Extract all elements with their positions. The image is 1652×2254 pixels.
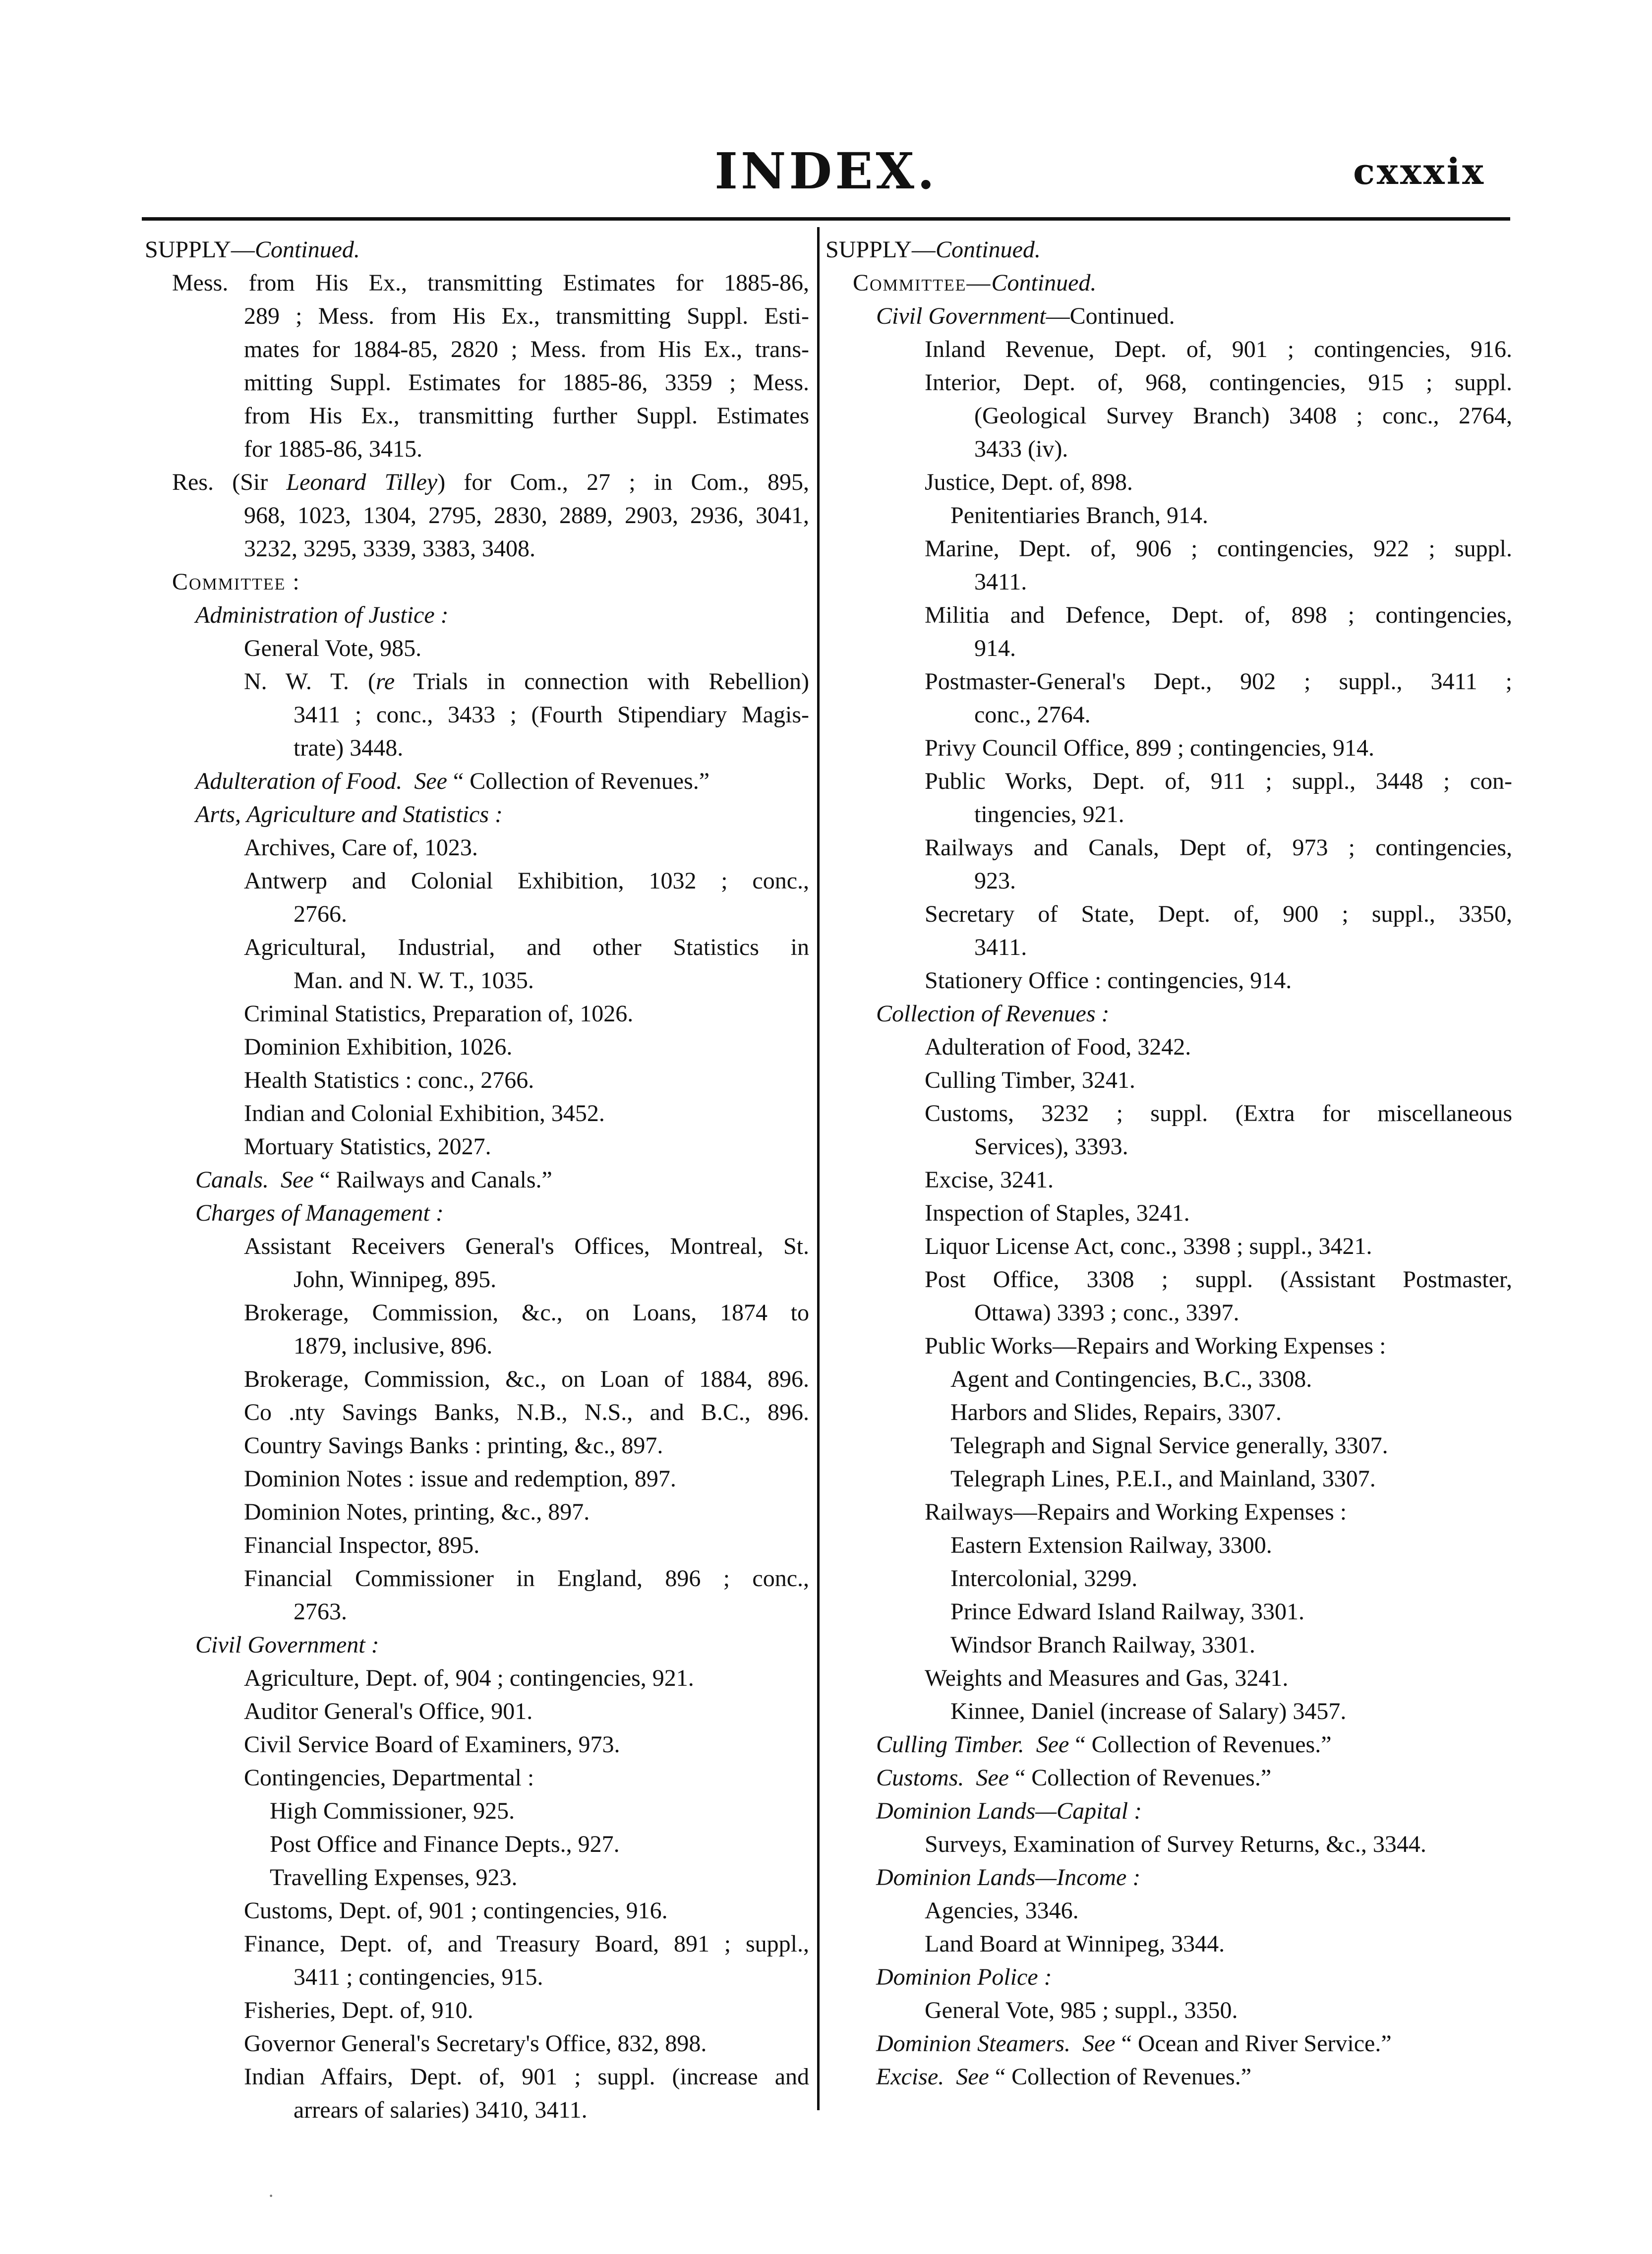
entry-italic: Continued. xyxy=(935,237,1041,263)
index-entry-line xyxy=(145,931,809,964)
index-entry-line xyxy=(145,798,809,831)
index-entry-line xyxy=(145,598,809,632)
entry-text: conc., 2764. xyxy=(974,702,1091,728)
index-entry-line xyxy=(145,831,809,864)
entry-text: Antwerp and Colonial Exhibition, 1032 ; conc., xyxy=(244,868,809,894)
entry-text: Post Office and Finance Depts., 927. xyxy=(270,1831,620,1857)
index-entry-line xyxy=(145,1396,809,1429)
index-entry-line xyxy=(826,1097,1512,1130)
index-entry-line xyxy=(826,997,1512,1030)
entry-text: 3433 (iv). xyxy=(974,436,1068,462)
entry-text: 1879, inclusive, 896. xyxy=(294,1333,493,1359)
index-entry-line xyxy=(145,731,809,765)
index-entry-line xyxy=(145,1462,809,1495)
index-entry-line xyxy=(826,1263,1512,1296)
index-entry-line xyxy=(145,1828,809,1861)
entry-heading-italic: Dominion Police : xyxy=(876,1964,1052,1990)
entry-text: 2766. xyxy=(294,901,347,927)
index-entry-line xyxy=(826,698,1512,731)
index-entry-line xyxy=(826,1296,1512,1329)
index-entry-line xyxy=(145,1661,809,1695)
entry-text: 289 ; Mess. from His Ex., transmitting Suppl. Esti- xyxy=(244,303,809,329)
index-entry-line xyxy=(145,1230,809,1263)
entry-text: General Vote, 985 ; suppl., 3350. xyxy=(925,1997,1238,2023)
entry-text: Adulteration of Food, 3242. xyxy=(925,1034,1191,1060)
entry-text: Governor General's Secretary's Office, 832, 898. xyxy=(244,2030,707,2057)
index-entry-line xyxy=(826,1230,1512,1263)
index-entry-line xyxy=(145,1196,809,1230)
entry-italic: Leonard Tilley xyxy=(286,469,438,495)
entry-text: General Vote, 985. xyxy=(244,635,422,661)
index-entry-line xyxy=(826,266,1512,299)
entry-text: Privy Council Office, 899 ; contingencies, 914. xyxy=(925,735,1374,761)
entry-text: Intercolonial, 3299. xyxy=(950,1565,1138,1592)
entry-text: Public Works, Dept. of, 911 ; suppl., 3448 ; con- xyxy=(925,768,1512,794)
entry-text: “ Collection of Revenues.” xyxy=(1008,1765,1272,1791)
index-entry-line xyxy=(826,964,1512,997)
entry-text: Agricultural, Industrial, and other Statistics in xyxy=(244,934,809,960)
index-entry-line xyxy=(826,1495,1512,1529)
index-entry-line xyxy=(826,233,1512,266)
index-entry-line xyxy=(145,2027,809,2060)
index-entry-line xyxy=(145,1495,809,1529)
index-entry-line xyxy=(826,598,1512,632)
entry-text: “ Ocean and River Service.” xyxy=(1115,2030,1392,2057)
index-entry-line xyxy=(145,632,809,665)
index-entry-line xyxy=(145,1595,809,1628)
entry-text: 914. xyxy=(974,635,1016,661)
index-entry-line xyxy=(145,765,809,798)
entry-heading-italic: Charges of Management : xyxy=(195,1200,444,1226)
index-entry-line xyxy=(145,532,809,565)
see-reference-label: See xyxy=(976,1765,1009,1791)
entry-text: Interior, Dept. of, 968, contingencies, 915 ; suppl. xyxy=(925,369,1512,396)
entry-text: Surveys, Examination of Survey Returns, &c., 3344. xyxy=(925,1831,1426,1857)
entry-text: Customs, Dept. of, 901 ; contingencies, 916. xyxy=(244,1898,668,1924)
entry-text xyxy=(269,1167,281,1193)
entry-heading-italic: Adulteration of Food. xyxy=(195,768,403,794)
index-entry-line xyxy=(145,1695,809,1728)
index-entry-line xyxy=(145,1163,809,1196)
index-entry-line xyxy=(826,831,1512,864)
entry-text: 923. xyxy=(974,868,1016,894)
index-entry-line xyxy=(826,532,1512,565)
entry-heading-italic: Customs. xyxy=(876,1765,964,1791)
entry-text: Indian and Colonial Exhibition, 3452. xyxy=(244,1100,605,1127)
index-entry-line xyxy=(826,1196,1512,1230)
entry-text: Civil Service Board of Examiners, 973. xyxy=(244,1731,620,1758)
index-entry-line xyxy=(145,1927,809,1960)
index-entry-line xyxy=(826,1130,1512,1163)
entry-text: Contingencies, Departmental : xyxy=(244,1765,534,1791)
entry-text: “ Collection of Revenues.” xyxy=(447,768,710,794)
index-entry-line xyxy=(145,897,809,931)
index-entry-line xyxy=(826,632,1512,665)
entry-text: “ Collection of Revenues.” xyxy=(989,2064,1252,2090)
entry-text: 3232, 3295, 3339, 3383, 3408. xyxy=(244,535,535,562)
entry-text: Travelling Expenses, 923. xyxy=(270,1864,518,1891)
index-entry-line xyxy=(826,1695,1512,1728)
entry-text: from His Ex., transmitting further Suppl. Estimates xyxy=(244,403,809,429)
entry-text: Marine, Dept. of, 906 ; contingencies, 922 ; suppl. xyxy=(925,535,1512,562)
entry-text: arrears of salaries) 3410, 3411. xyxy=(294,2097,588,2123)
entry-text: Ottawa) 3393 ; conc., 3397. xyxy=(974,1300,1239,1326)
index-entry-line xyxy=(145,1761,809,1794)
entry-text xyxy=(1024,1731,1036,1758)
entry-text: for 1885-86, 3415. xyxy=(244,436,422,462)
index-entry-line xyxy=(826,1462,1512,1495)
index-entry-line xyxy=(826,931,1512,964)
entry-text xyxy=(944,2064,956,2090)
index-entry-line xyxy=(145,1628,809,1661)
column-divider xyxy=(817,227,820,2110)
index-entry-line xyxy=(145,1994,809,2027)
entry-text: Res. (Sir xyxy=(172,469,287,495)
entry-text: Agriculture, Dept. of, 904 ; contingencies, 921. xyxy=(244,1665,694,1691)
index-entry-line xyxy=(826,565,1512,598)
index-entry-line xyxy=(826,1794,1512,1828)
index-entry-line xyxy=(826,466,1512,499)
entry-italic: Continued. xyxy=(991,270,1097,296)
index-entry-line xyxy=(826,432,1512,466)
index-entry-line xyxy=(145,1130,809,1163)
index-entry-line xyxy=(145,1329,809,1363)
index-entry-line xyxy=(145,1097,809,1130)
index-entry-line xyxy=(145,1296,809,1329)
see-reference-label: See xyxy=(956,2064,989,2090)
entry-text: Kinnee, Daniel (increase of Salary) 3457. xyxy=(950,1698,1347,1724)
entry-heading-italic: Excise. xyxy=(876,2064,944,2090)
entry-text: Indian Affairs, Dept. of, 901 ; suppl. (increase and xyxy=(244,2064,809,2090)
entry-text: High Commissioner, 925. xyxy=(270,1798,515,1824)
index-entry-line xyxy=(826,1661,1512,1695)
entry-heading-italic: Culling Timber. xyxy=(876,1731,1024,1758)
entry-text: tingencies, 921. xyxy=(974,801,1124,828)
left-column xyxy=(145,233,809,2127)
index-entry-line xyxy=(826,864,1512,897)
index-entry-line xyxy=(145,2060,809,2093)
index-entry-line xyxy=(826,1728,1512,1761)
entry-text: (Geological Survey Branch) 3408 ; conc., 2764, xyxy=(974,403,1512,429)
entry-text: Harbors and Slides, Repairs, 3307. xyxy=(950,1399,1282,1425)
entry-italic: Continued. xyxy=(254,237,360,263)
index-entry-line xyxy=(145,1794,809,1828)
entry-text: Co .nty Savings Banks, N.B., N.S., and B.C., 896. xyxy=(244,1399,809,1425)
index-entry-line xyxy=(145,1429,809,1462)
entry-text: Financial Inspector, 895. xyxy=(244,1532,480,1558)
index-entry-line xyxy=(826,798,1512,831)
index-entry-line xyxy=(826,366,1512,399)
entry-text: Archives, Care of, 1023. xyxy=(244,834,478,861)
index-entry-line xyxy=(826,1329,1512,1363)
index-entry-line xyxy=(145,1030,809,1064)
entry-text: “ Railways and Canals.” xyxy=(313,1167,552,1193)
entry-text: Land Board at Winnipeg, 3344. xyxy=(925,1931,1225,1957)
entry-text: Telegraph and Signal Service generally, 3307. xyxy=(950,1432,1388,1459)
entry-italic: re xyxy=(375,668,395,695)
entry-text: Public Works—Repairs and Working Expenses : xyxy=(925,1333,1386,1359)
index-entry-line xyxy=(145,1529,809,1562)
index-entry-line xyxy=(826,1064,1512,1097)
entry-text: SUPPLY— xyxy=(826,237,936,263)
entry-text: N. W. T. ( xyxy=(244,668,376,695)
index-entry-line xyxy=(826,333,1512,366)
entry-heading-italic: Civil Government xyxy=(876,303,1046,329)
index-entry-line xyxy=(826,1396,1512,1429)
entry-text: SUPPLY— xyxy=(145,237,255,263)
index-entry-line xyxy=(826,1894,1512,1927)
index-entry-line xyxy=(145,333,809,366)
entry-text: Telegraph Lines, P.E.I., and Mainland, 3307. xyxy=(950,1466,1376,1492)
entry-text: Secretary of State, Dept. of, 900 ; suppl., 3350, xyxy=(925,901,1512,927)
index-entry-line xyxy=(145,499,809,532)
entry-text xyxy=(1070,2030,1082,2057)
index-entry-line xyxy=(145,1363,809,1396)
see-reference-label: See xyxy=(1036,1731,1069,1758)
index-entry-line xyxy=(826,1429,1512,1462)
entry-heading-italic: Canals. xyxy=(195,1167,269,1193)
index-entry-line xyxy=(145,565,809,598)
entry-text: Criminal Statistics, Preparation of, 1026. xyxy=(244,1001,634,1027)
index-entry-line xyxy=(826,1828,1512,1861)
entry-text: 3411. xyxy=(974,934,1027,960)
index-entry-line xyxy=(826,1960,1512,1994)
index-entry-line xyxy=(145,997,809,1030)
index-entry-line xyxy=(826,1628,1512,1661)
entry-heading-italic: Collection of Revenues : xyxy=(876,1001,1110,1027)
index-entry-line xyxy=(145,399,809,432)
entry-text: mates for 1884-85, 2820 ; Mess. from His Ex., trans- xyxy=(244,336,809,362)
entry-text: Brokerage, Commission, &c., on Loans, 1874 to xyxy=(244,1300,809,1326)
index-entry-line xyxy=(826,1163,1512,1196)
index-entry-line xyxy=(826,1994,1512,2027)
index-entry-line xyxy=(145,432,809,466)
entry-text: Dominion Exhibition, 1026. xyxy=(244,1034,513,1060)
index-entry-line xyxy=(826,897,1512,931)
section-heading: Committee : xyxy=(172,569,300,595)
entry-heading-italic: Civil Government : xyxy=(195,1632,379,1658)
index-entry-line xyxy=(145,299,809,333)
index-entry-line xyxy=(145,2093,809,2127)
index-entry-line xyxy=(145,964,809,997)
entry-text: Liquor License Act, conc., 3398 ; suppl., 3421. xyxy=(925,1233,1372,1259)
entry-text: Financial Commissioner in England, 896 ; conc., xyxy=(244,1565,809,1592)
index-entry-line xyxy=(826,1761,1512,1794)
entry-text: Culling Timber, 3241. xyxy=(925,1067,1135,1093)
entry-text xyxy=(964,1765,976,1791)
entry-text: Mess. from His Ex., transmitting Estimates for 1885-86, xyxy=(172,270,809,296)
entry-text: trate) 3448. xyxy=(294,735,404,761)
index-entry-line xyxy=(826,299,1512,333)
entry-heading-italic: Dominion Lands—Capital : xyxy=(876,1798,1142,1824)
index-entry-line xyxy=(826,399,1512,432)
entry-heading-italic: Administration of Justice : xyxy=(195,602,449,628)
index-entry-line xyxy=(145,665,809,698)
index-entry-line xyxy=(145,1894,809,1927)
index-entry-line xyxy=(145,1064,809,1097)
index-entry-line xyxy=(826,1529,1512,1562)
header-rule xyxy=(142,217,1510,221)
entry-text: Mortuary Statistics, 2027. xyxy=(244,1133,491,1160)
entry-text: Prince Edward Island Railway, 3301. xyxy=(950,1599,1305,1625)
entry-text: Postmaster-General's Dept., 902 ; suppl., 3411 ; xyxy=(925,668,1512,695)
see-reference-label: See xyxy=(1082,2030,1116,2057)
index-entry-line xyxy=(826,1927,1512,1960)
entry-text: “ Collection of Revenues.” xyxy=(1069,1731,1332,1758)
entry-text: Inspection of Staples, 3241. xyxy=(925,1200,1190,1226)
entry-text: Finance, Dept. of, and Treasury Board, 891 ; suppl., xyxy=(244,1931,809,1957)
index-entry-line xyxy=(826,1861,1512,1894)
index-entry-line xyxy=(145,1960,809,1994)
entry-text: Dominion Notes : issue and redemption, 897. xyxy=(244,1466,676,1492)
page-number: cxxxix xyxy=(1353,150,1485,192)
index-entry-line xyxy=(145,266,809,299)
index-entry-line xyxy=(145,233,809,266)
entry-text: —Continued. xyxy=(1046,303,1175,329)
page-title: INDEX. xyxy=(714,142,938,200)
index-entry-line xyxy=(826,2060,1512,2093)
entry-text: Stationery Office : contingencies, 914. xyxy=(925,967,1292,994)
entry-text: Country Savings Banks : printing, &c., 897. xyxy=(244,1432,663,1459)
entry-text: 968, 1023, 1304, 2795, 2830, 2889, 2903, 2936, 3041, xyxy=(244,502,809,529)
index-entry-line xyxy=(826,1595,1512,1628)
entry-text: Weights and Measures and Gas, 3241. xyxy=(925,1665,1289,1691)
index-entry-line xyxy=(145,1263,809,1296)
entry-text: 2763. xyxy=(294,1599,347,1625)
see-reference-label: See xyxy=(281,1167,314,1193)
entry-text: Man. and N. W. T., 1035. xyxy=(294,967,534,994)
entry-text: Health Statistics : conc., 2766. xyxy=(244,1067,534,1093)
entry-text xyxy=(402,768,414,794)
entry-text: 3411 ; contingencies, 915. xyxy=(294,1964,543,1990)
entry-text: Eastern Extension Railway, 3300. xyxy=(950,1532,1272,1558)
index-entry-line xyxy=(826,665,1512,698)
entry-text: 3411. xyxy=(974,569,1027,595)
entry-text: Services), 3393. xyxy=(974,1133,1128,1160)
index-entry-line xyxy=(145,366,809,399)
right-column xyxy=(826,233,1512,2093)
entry-heading-italic: Dominion Steamers. xyxy=(876,2030,1070,2057)
index-entry-line xyxy=(145,698,809,731)
entry-text: 3411 ; conc., 3433 ; (Fourth Stipendiary Magis- xyxy=(294,702,809,728)
section-heading: Committee— xyxy=(853,270,992,296)
index-entry-line xyxy=(826,731,1512,765)
index-entry-line xyxy=(145,864,809,897)
entry-text: mitting Suppl. Estimates for 1885-86, 3359 ; Mess. xyxy=(244,369,809,396)
entry-text: Fisheries, Dept. of, 910. xyxy=(244,1997,473,2023)
entry-text: Penitentiaries Branch, 914. xyxy=(950,502,1208,529)
entry-text: ) for Com., 27 ; in Com., 895, xyxy=(437,469,810,495)
index-entry-line xyxy=(826,1030,1512,1064)
footer-mark: · xyxy=(268,2185,275,2207)
index-entry-line xyxy=(145,1861,809,1894)
entry-text: Agent and Contingencies, B.C., 3308. xyxy=(950,1366,1312,1392)
entry-text: Justice, Dept. of, 898. xyxy=(925,469,1133,495)
entry-text: Railways and Canals, Dept of, 973 ; contingencies, xyxy=(925,834,1512,861)
index-entry-line xyxy=(826,1363,1512,1396)
entry-text: John, Winnipeg, 895. xyxy=(294,1266,497,1293)
entry-text: Inland Revenue, Dept. of, 901 ; contingencies, 916. xyxy=(925,336,1512,362)
entry-text: Railways—Repairs and Working Expenses : xyxy=(925,1499,1347,1525)
entry-text: Excise, 3241. xyxy=(925,1167,1054,1193)
entry-text: Brokerage, Commission, &c., on Loan of 1884, 896. xyxy=(244,1366,809,1392)
entry-text: Customs, 3232 ; suppl. (Extra for miscellaneous xyxy=(925,1100,1512,1127)
index-entry-line xyxy=(145,1562,809,1595)
entry-text: Trials in connection with Rebellion) xyxy=(395,668,809,695)
entry-text: Windsor Branch Railway, 3301. xyxy=(950,1632,1255,1658)
index-entry-line xyxy=(826,765,1512,798)
index-entry-line xyxy=(826,499,1512,532)
see-reference-label: See xyxy=(414,768,447,794)
entry-text: Agencies, 3346. xyxy=(925,1898,1079,1924)
entry-heading-italic: Arts, Agriculture and Statistics : xyxy=(195,801,503,828)
entry-text: Dominion Notes, printing, &c., 897. xyxy=(244,1499,590,1525)
entry-text: Assistant Receivers General's Offices, Montreal, St. xyxy=(244,1233,809,1259)
entry-heading-italic: Dominion Lands—Income : xyxy=(876,1864,1141,1891)
entry-text: Auditor General's Office, 901. xyxy=(244,1698,533,1724)
index-entry-line xyxy=(145,466,809,499)
index-entry-line xyxy=(826,2027,1512,2060)
entry-text: Militia and Defence, Dept. of, 898 ; contingencies, xyxy=(925,602,1512,628)
index-entry-line xyxy=(826,1562,1512,1595)
entry-text: Post Office, 3308 ; suppl. (Assistant Postmaster, xyxy=(925,1266,1512,1293)
index-entry-line xyxy=(145,1728,809,1761)
